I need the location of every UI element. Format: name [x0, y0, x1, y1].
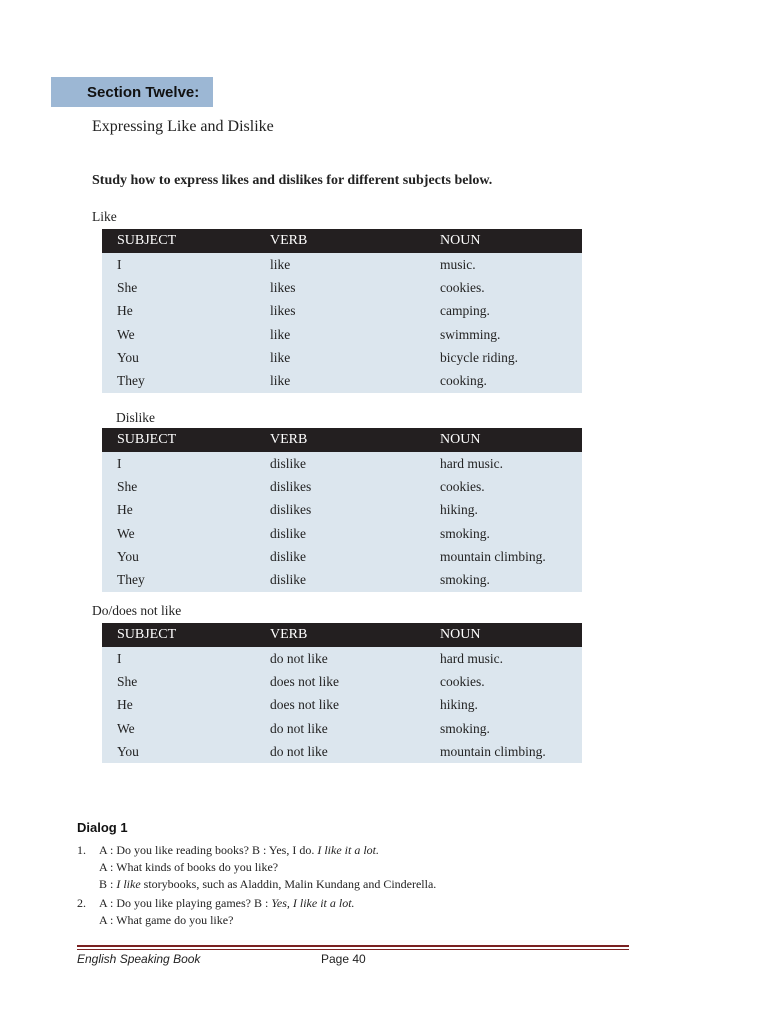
dialog-line-italic: Yes, I like it a lot. — [271, 896, 355, 910]
column-header: NOUN — [425, 428, 582, 452]
table-cell: You — [102, 346, 255, 369]
section-heading-box — [51, 77, 213, 107]
table-header-row — [102, 229, 582, 253]
table-cell: dislike — [255, 522, 425, 545]
table-cell: smoking. — [425, 522, 582, 545]
table-cell: mountain climbing. — [425, 740, 582, 763]
dialog-line-italic: I like it a lot. — [317, 843, 379, 857]
page-subtitle: Expressing Like and Dislike — [92, 118, 274, 135]
table-cell: We — [102, 323, 255, 346]
dialog-line-text: A : What game do you like? — [99, 913, 234, 927]
table-cell: He — [102, 300, 255, 323]
table-cell: dislike — [255, 452, 425, 475]
table-cell: hard music. — [425, 647, 582, 670]
like-table — [102, 229, 582, 393]
table-row — [102, 346, 582, 369]
table-cell: like — [255, 369, 425, 392]
column-header: SUBJECT — [102, 229, 255, 253]
table-cell: hiking. — [425, 499, 582, 522]
table-cell: does not like — [255, 694, 425, 717]
table-row — [102, 694, 582, 717]
table-cell: do not like — [255, 717, 425, 740]
table-cell: hard music. — [425, 452, 582, 475]
do-not-like-table-label: Do/does not like — [92, 603, 182, 618]
dialog-item-number: 2. — [77, 896, 86, 910]
table-cell: like — [255, 253, 425, 276]
table-cell: He — [102, 694, 255, 717]
table-header-row — [102, 428, 582, 452]
table-cell: You — [102, 545, 255, 568]
column-header: VERB — [255, 623, 425, 647]
table-row — [102, 670, 582, 693]
table-cell: They — [102, 568, 255, 591]
table-cell: likes — [255, 300, 425, 323]
table-cell: I — [102, 647, 255, 670]
table-cell: dislike — [255, 568, 425, 591]
table-row — [102, 475, 582, 498]
table-cell: We — [102, 522, 255, 545]
table-cell: cookies. — [425, 276, 582, 299]
table-cell: We — [102, 717, 255, 740]
table-cell: swimming. — [425, 323, 582, 346]
column-header: VERB — [255, 229, 425, 253]
footer-book-title: English Speaking Book — [77, 952, 201, 966]
dialog-line-text: A : Do you like reading books? B : Yes, I do. — [99, 843, 318, 857]
dialog-line-text: A : What kinds of books do you like? — [99, 860, 279, 874]
table-row — [102, 369, 582, 392]
column-header: SUBJECT — [102, 428, 255, 452]
column-header: VERB — [255, 428, 425, 452]
table-row — [102, 522, 582, 545]
table-header-row — [102, 623, 582, 647]
section-title: Section Twelve: — [87, 84, 200, 101]
table-cell: does not like — [255, 670, 425, 693]
table-row — [102, 300, 582, 323]
dialog-line-rest: storybooks, such as Aladdin, Malin Kundang and Cinderella. — [140, 877, 437, 891]
column-header: NOUN — [425, 623, 582, 647]
dialog-line — [99, 913, 233, 928]
table-cell: like — [255, 346, 425, 369]
instruction-text: Study how to express likes and dislikes for different subjects below. — [92, 173, 493, 188]
table-cell: You — [102, 740, 255, 763]
table-cell: mountain climbing. — [425, 545, 582, 568]
table-cell: like — [255, 323, 425, 346]
table-cell: bicycle riding. — [425, 346, 582, 369]
table-cell: hiking. — [425, 694, 582, 717]
dislike-table — [102, 428, 582, 592]
dialog-title: Dialog 1 — [77, 820, 128, 835]
table-row — [102, 253, 582, 276]
table-cell: He — [102, 499, 255, 522]
like-table-label: Like — [92, 209, 117, 224]
table-cell: cooking. — [425, 369, 582, 392]
table-cell: camping. — [425, 300, 582, 323]
table-cell: She — [102, 276, 255, 299]
table-row — [102, 323, 582, 346]
table-cell: do not like — [255, 647, 425, 670]
table-cell: I — [102, 253, 255, 276]
table-cell: dislike — [255, 545, 425, 568]
table-cell: They — [102, 369, 255, 392]
table-cell: She — [102, 670, 255, 693]
table-cell: music. — [425, 253, 582, 276]
dialog-line-text: A : Do you like playing games? B : — [99, 896, 272, 910]
table-cell: I — [102, 452, 255, 475]
dialog-line — [99, 843, 379, 858]
table-cell: likes — [255, 276, 425, 299]
table-row — [102, 499, 582, 522]
table-row — [102, 740, 582, 763]
table-cell: cookies. — [425, 670, 582, 693]
dialog-line — [99, 877, 436, 892]
do-not-like-table — [102, 623, 582, 763]
table-cell: dislikes — [255, 475, 425, 498]
table-cell: do not like — [255, 740, 425, 763]
dislike-table-label: Dislike — [116, 410, 155, 425]
column-header: NOUN — [425, 229, 582, 253]
dialog-line-italic: I like — [116, 877, 141, 891]
footer-rule — [77, 945, 629, 947]
footer-page-number: Page 40 — [321, 952, 366, 966]
table-cell: smoking. — [425, 568, 582, 591]
table-row — [102, 647, 582, 670]
dialog-line-text: B : — [99, 877, 117, 891]
table-row — [102, 276, 582, 299]
dialog-line — [99, 896, 355, 911]
column-header: SUBJECT — [102, 623, 255, 647]
dialog-item-number: 1. — [77, 843, 86, 857]
table-cell: dislikes — [255, 499, 425, 522]
table-row — [102, 717, 582, 740]
table-row — [102, 452, 582, 475]
table-row — [102, 545, 582, 568]
footer-rule-thin — [77, 949, 629, 950]
table-cell: smoking. — [425, 717, 582, 740]
table-row — [102, 568, 582, 591]
dialog-line — [99, 860, 278, 875]
table-cell: She — [102, 475, 255, 498]
table-cell: cookies. — [425, 475, 582, 498]
